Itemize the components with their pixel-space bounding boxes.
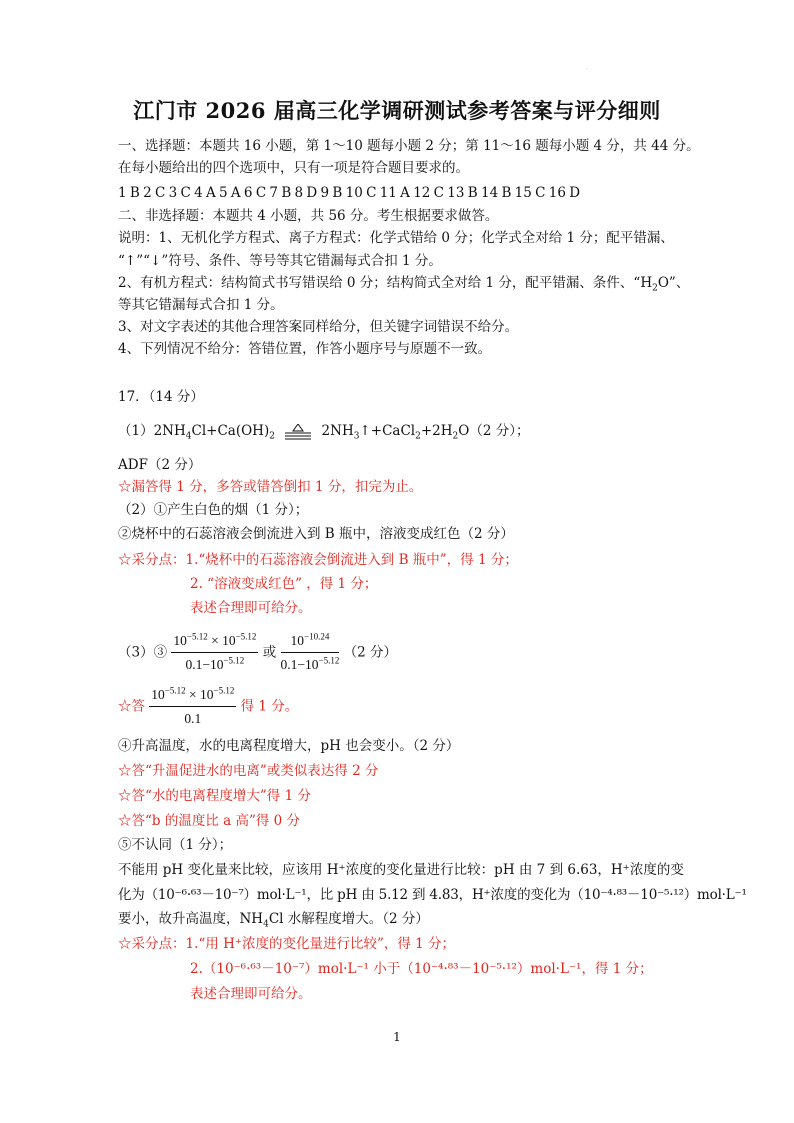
q17-part4-note-2: ☆答“水的电离程度增大”得 1 分 bbox=[118, 788, 311, 804]
q17-part2-note-2: 2. “溶液变成红色” ，得 1 分； bbox=[190, 576, 378, 592]
fraction-3-numerator: $10^{-5.12} \times 10^{-5.12}$ bbox=[149, 686, 236, 707]
q17-part5-note-1: ☆采分点：1.“用 H⁺浓度的变化量进行比较”，得 1 分； bbox=[118, 936, 456, 952]
q17-part5-note-3: 表述合理即可给分。 bbox=[190, 986, 312, 1002]
page-number: 1 bbox=[393, 1030, 401, 1044]
fraction-1-denominator: $0.1-10^{-5.12}$ bbox=[185, 655, 245, 672]
q17-part4: ④升高温度，水的电离程度增大，pH 也会变小。（2 分） bbox=[118, 738, 460, 754]
fraction-3-denominator: 0.1 bbox=[184, 711, 202, 726]
fraction-2-numerator: $10^{-10.24}$ bbox=[281, 632, 340, 653]
intro-line-6: “↑”“↓”符号、条件、等号等其它错漏每式合扣 1 分。 bbox=[118, 253, 442, 269]
q17-adf: ADF（2 分） bbox=[118, 457, 202, 473]
fraction-3 bbox=[149, 686, 236, 728]
q17-part3-expression: （3）③ $\frac{10^{-5.12} \times 10^{-5.12}}{0.1-10^{-5.12}}$ 或 $\frac{10^{-10.24}}{0.1-10^{-5.12}}$ （2 分） bbox=[118, 631, 398, 672]
choice-answers: 1 B 2 C 3 C 4 A 5 A 6 C 7 B 8 D 9 B 10 C 11 A 12 C 13 B 14 B 15 C 16 D bbox=[118, 185, 581, 201]
intro-line-7: 2、有机方程式：结构简式书写错误给 0 分；结构简式全对给 1 分，配平错漏、条件、“$H_2O$”、 bbox=[118, 275, 690, 294]
fraction-2-denominator: $0.1-10^{-5.12}$ bbox=[280, 655, 340, 672]
page-mark: . bbox=[586, 64, 588, 71]
fraction-1 bbox=[171, 632, 258, 674]
intro-line-10: 4、下列情况不给分：答错位置，作答小题序号与原题不一致。 bbox=[118, 341, 492, 357]
fraction-2 bbox=[281, 632, 340, 674]
q17-part5-line-3: 要小，故升高温度，$NH_4Cl$ 水解程度增大。（2 分） bbox=[118, 911, 429, 930]
intro-line-4: 二、非选择题：本题共 4 小题，共 56 分。考生根据要求做答。 bbox=[118, 208, 499, 224]
q17-equation: $(1)2NH_4Cl+Ca(OH)_2$ $2NH_3↑+CaCl_2+2H_2O(2$ 分）； bbox=[118, 423, 530, 442]
q17-header: 17．（14 分） bbox=[118, 389, 204, 405]
fraction-1-numerator: $10^{-5.12} \times 10^{-5.12}$ bbox=[171, 632, 258, 653]
q17-part5-line-1: 不能用 pH 变化量来比较，应该用 H⁺浓度的变化量进行比较：pH 由 7 到 6.63，H⁺浓度的变 bbox=[118, 862, 684, 878]
q17-part2-2: ②烧杯中的石蕊溶液会倒流进入到 B 瓶中，溶液变成红色（2 分） bbox=[118, 526, 514, 542]
q17-part4-note-1: ☆答“升温促进水的电离”或类似表达得 2 分 bbox=[118, 763, 379, 779]
q17-part5-line-2: 化为（10⁻⁶·⁶³－10⁻⁷）mol·L⁻¹，比 pH 由 5.12 到 4.83，H⁺浓度的变化为（10⁻⁴·⁸³－10⁻⁵·¹²）mol·L⁻¹ bbox=[118, 887, 747, 903]
intro-line-5: 说明：1、无机化学方程式、离子方程式：化学式错给 0 分；化学式全对给 1 分；配平错漏、 bbox=[118, 230, 674, 246]
intro-line-2: 在每小题给出的四个选项中，只有一项是符合题目要求的。 bbox=[118, 160, 469, 176]
intro-line-9: 3、对文字表述的其他合理答案同样给分，但关键字词错误不给分。 bbox=[118, 319, 519, 335]
q17-adf-note: ☆漏答得 1 分，多答或错答倒扣 1 分，扣完为止。 bbox=[118, 479, 423, 495]
q17-part4-note-3: ☆答“b 的温度比 a 高”得 0 分 bbox=[118, 813, 301, 829]
q17-part2-1: （2）①产生白色的烟（1 分）； bbox=[118, 502, 309, 518]
heat-equilibrium-icon bbox=[283, 424, 313, 440]
q17-part2-note-1: ☆采分点：1.“烧杯中的石蕊溶液会倒流进入到 B 瓶中”，得 1 分； bbox=[118, 552, 518, 568]
page-title: 江门市 2026 届高三化学调研测试参考答案与评分细则 bbox=[133, 98, 661, 123]
intro-line-1: 一、选择题：本题共 16 小题，第 1～10 题每小题 2 分；第 11～16 题每小题 4 分，共 44 分。 bbox=[118, 138, 700, 154]
q17-part5-note-2: 2.（10⁻⁶·⁶³－10⁻⁷）mol·L⁻¹ 小于（10⁻⁴·⁸³－10⁻⁵·¹²）mol·L⁻¹，得 1 分； bbox=[190, 961, 653, 977]
intro-line-8: 等其它错漏每式合扣 1 分。 bbox=[118, 297, 284, 313]
q17-part2-note-3: 表述合理即可给分。 bbox=[190, 600, 312, 616]
q17-part5: ⑤不认同（1 分）； bbox=[118, 837, 233, 853]
q17-part3-note: ☆答 $\frac{10^{-5.12} \times 10^{-5.12}}{0.1}$ 得 1 分。 bbox=[118, 685, 299, 726]
